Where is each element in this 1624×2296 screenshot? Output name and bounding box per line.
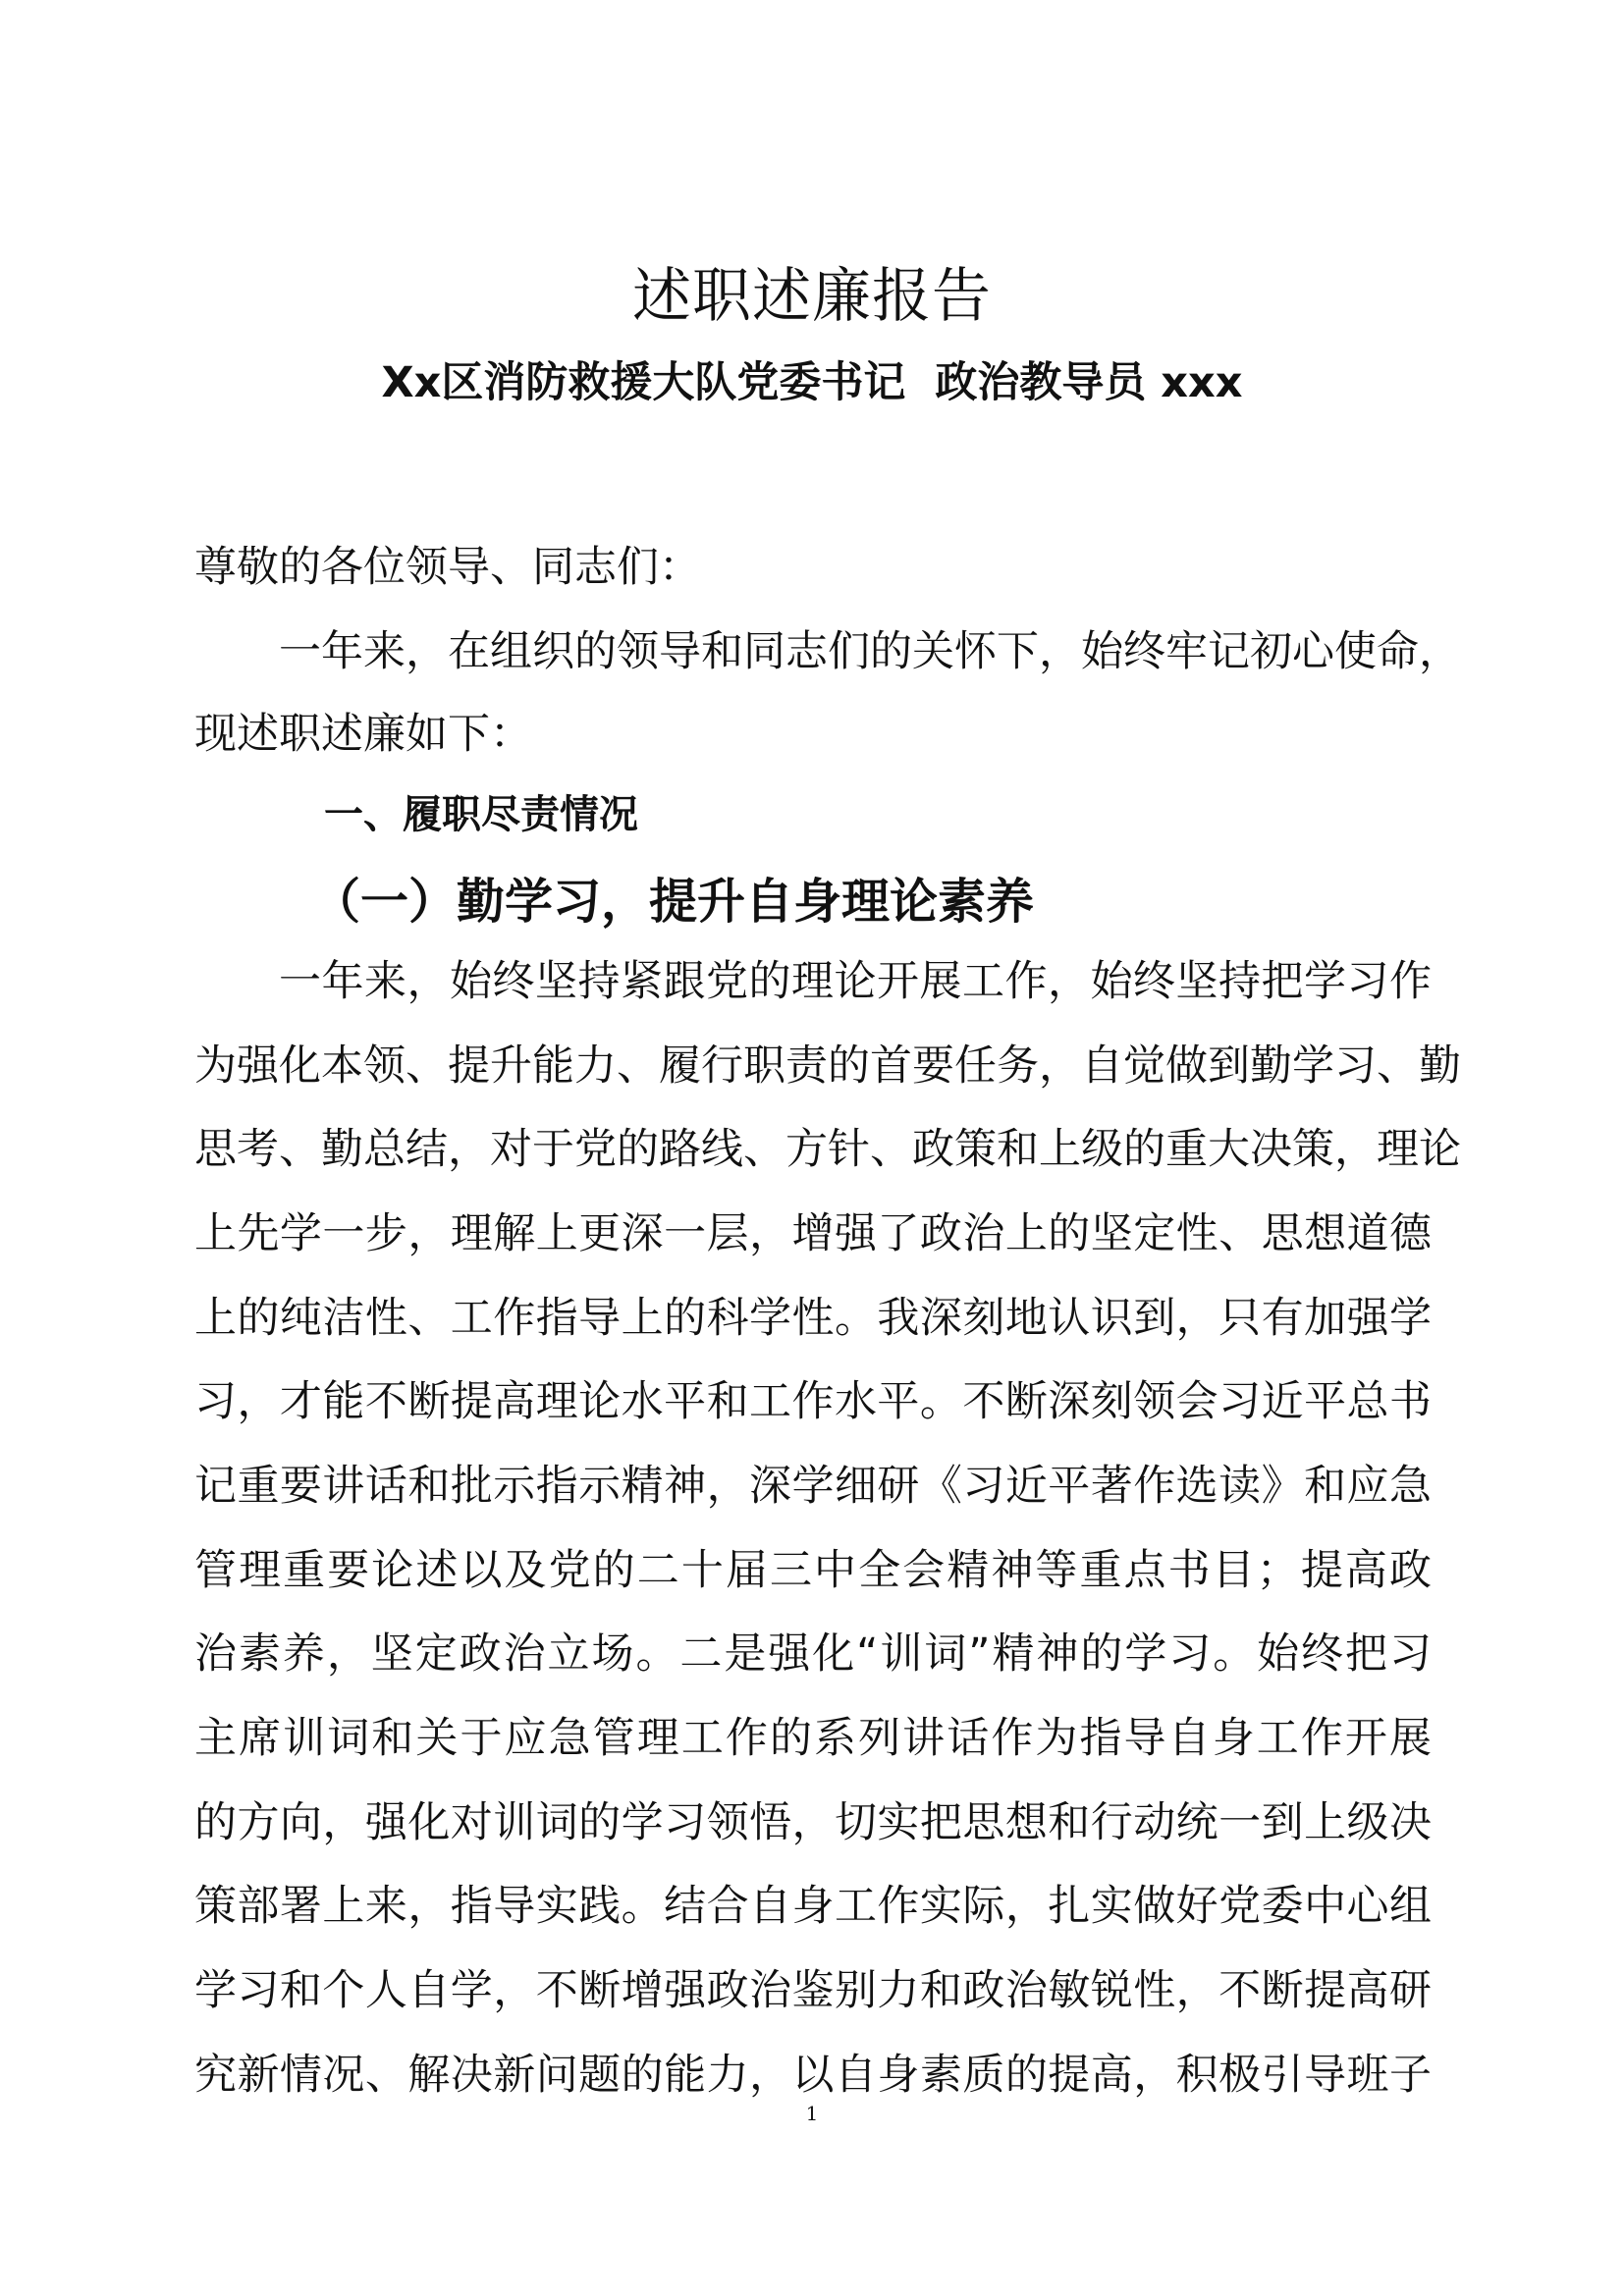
paragraph-line: 上先学一步，理解上更深一层，增强了政治上的坚定性、思想道德 (194, 1209, 1432, 1258)
paragraph-line: 记重要讲话和批示指示精神，深学细研《习近平著作选读》和应急 (194, 1462, 1432, 1511)
paragraph-line: 习，才能不断提高理论水平和工作水平。不断深刻领会习近平总书 (194, 1377, 1432, 1426)
paragraph-line: 上的纯洁性、工作指导上的科学性。我深刻地认识到，只有加强学 (194, 1294, 1432, 1343)
document-subtitle: Xx区消防救援大队党委书记 政治教导员 xxx (381, 358, 1243, 407)
paragraph-line: 治素养，坚定政治立场。二是强化“训词”精神的学习。始终把习 (194, 1629, 1432, 1679)
paragraph-line: 策部署上来，指导实践。结合自身工作实际，扎实做好党委中心组 (194, 1882, 1432, 1931)
intro-line-1: 一年来，在组织的领导和同志们的关怀下，始终牢记初心使命， (279, 627, 1461, 676)
paragraph-line: 一年来，始终坚持紧跟党的理论开展工作，始终坚持把学习作 (279, 957, 1432, 1006)
paragraph-line: 管理重要论述以及党的二十届三中全会精神等重点书目；提高政 (194, 1546, 1432, 1595)
paragraph-line: 的方向，强化对训词的学习领悟，切实把思想和行动统一到上级决 (194, 1798, 1432, 1847)
paragraph-line: 主席训词和关于应急管理工作的系列讲话作为指导自身工作开展 (194, 1714, 1432, 1763)
salutation: 尊敬的各位领导、同志们： (194, 543, 701, 592)
section-heading: 一、履职尽责情况 (324, 792, 638, 837)
subsection-heading: （一）勤学习，提升自身理论素养 (312, 874, 1035, 930)
document-title: 述职述廉报告 (632, 262, 992, 331)
paragraph-line: 思考、勤总结，对于党的路线、方针、政策和上级的重大决策，理论 (194, 1125, 1461, 1174)
page-number: 1 (805, 2102, 819, 2125)
intro-line-2: 现述职述廉如下： (194, 710, 532, 759)
paragraph-line: 究新情况、解决新问题的能力，以自身素质的提高，积极引导班子 (194, 2051, 1432, 2100)
paragraph-line: 学习和个人自学，不断增强政治鉴别力和政治敏锐性，不断提高研 (194, 1966, 1432, 2015)
paragraph-line: 为强化本领、提升能力、履行职责的首要任务，自觉做到勤学习、勤 (194, 1041, 1461, 1091)
